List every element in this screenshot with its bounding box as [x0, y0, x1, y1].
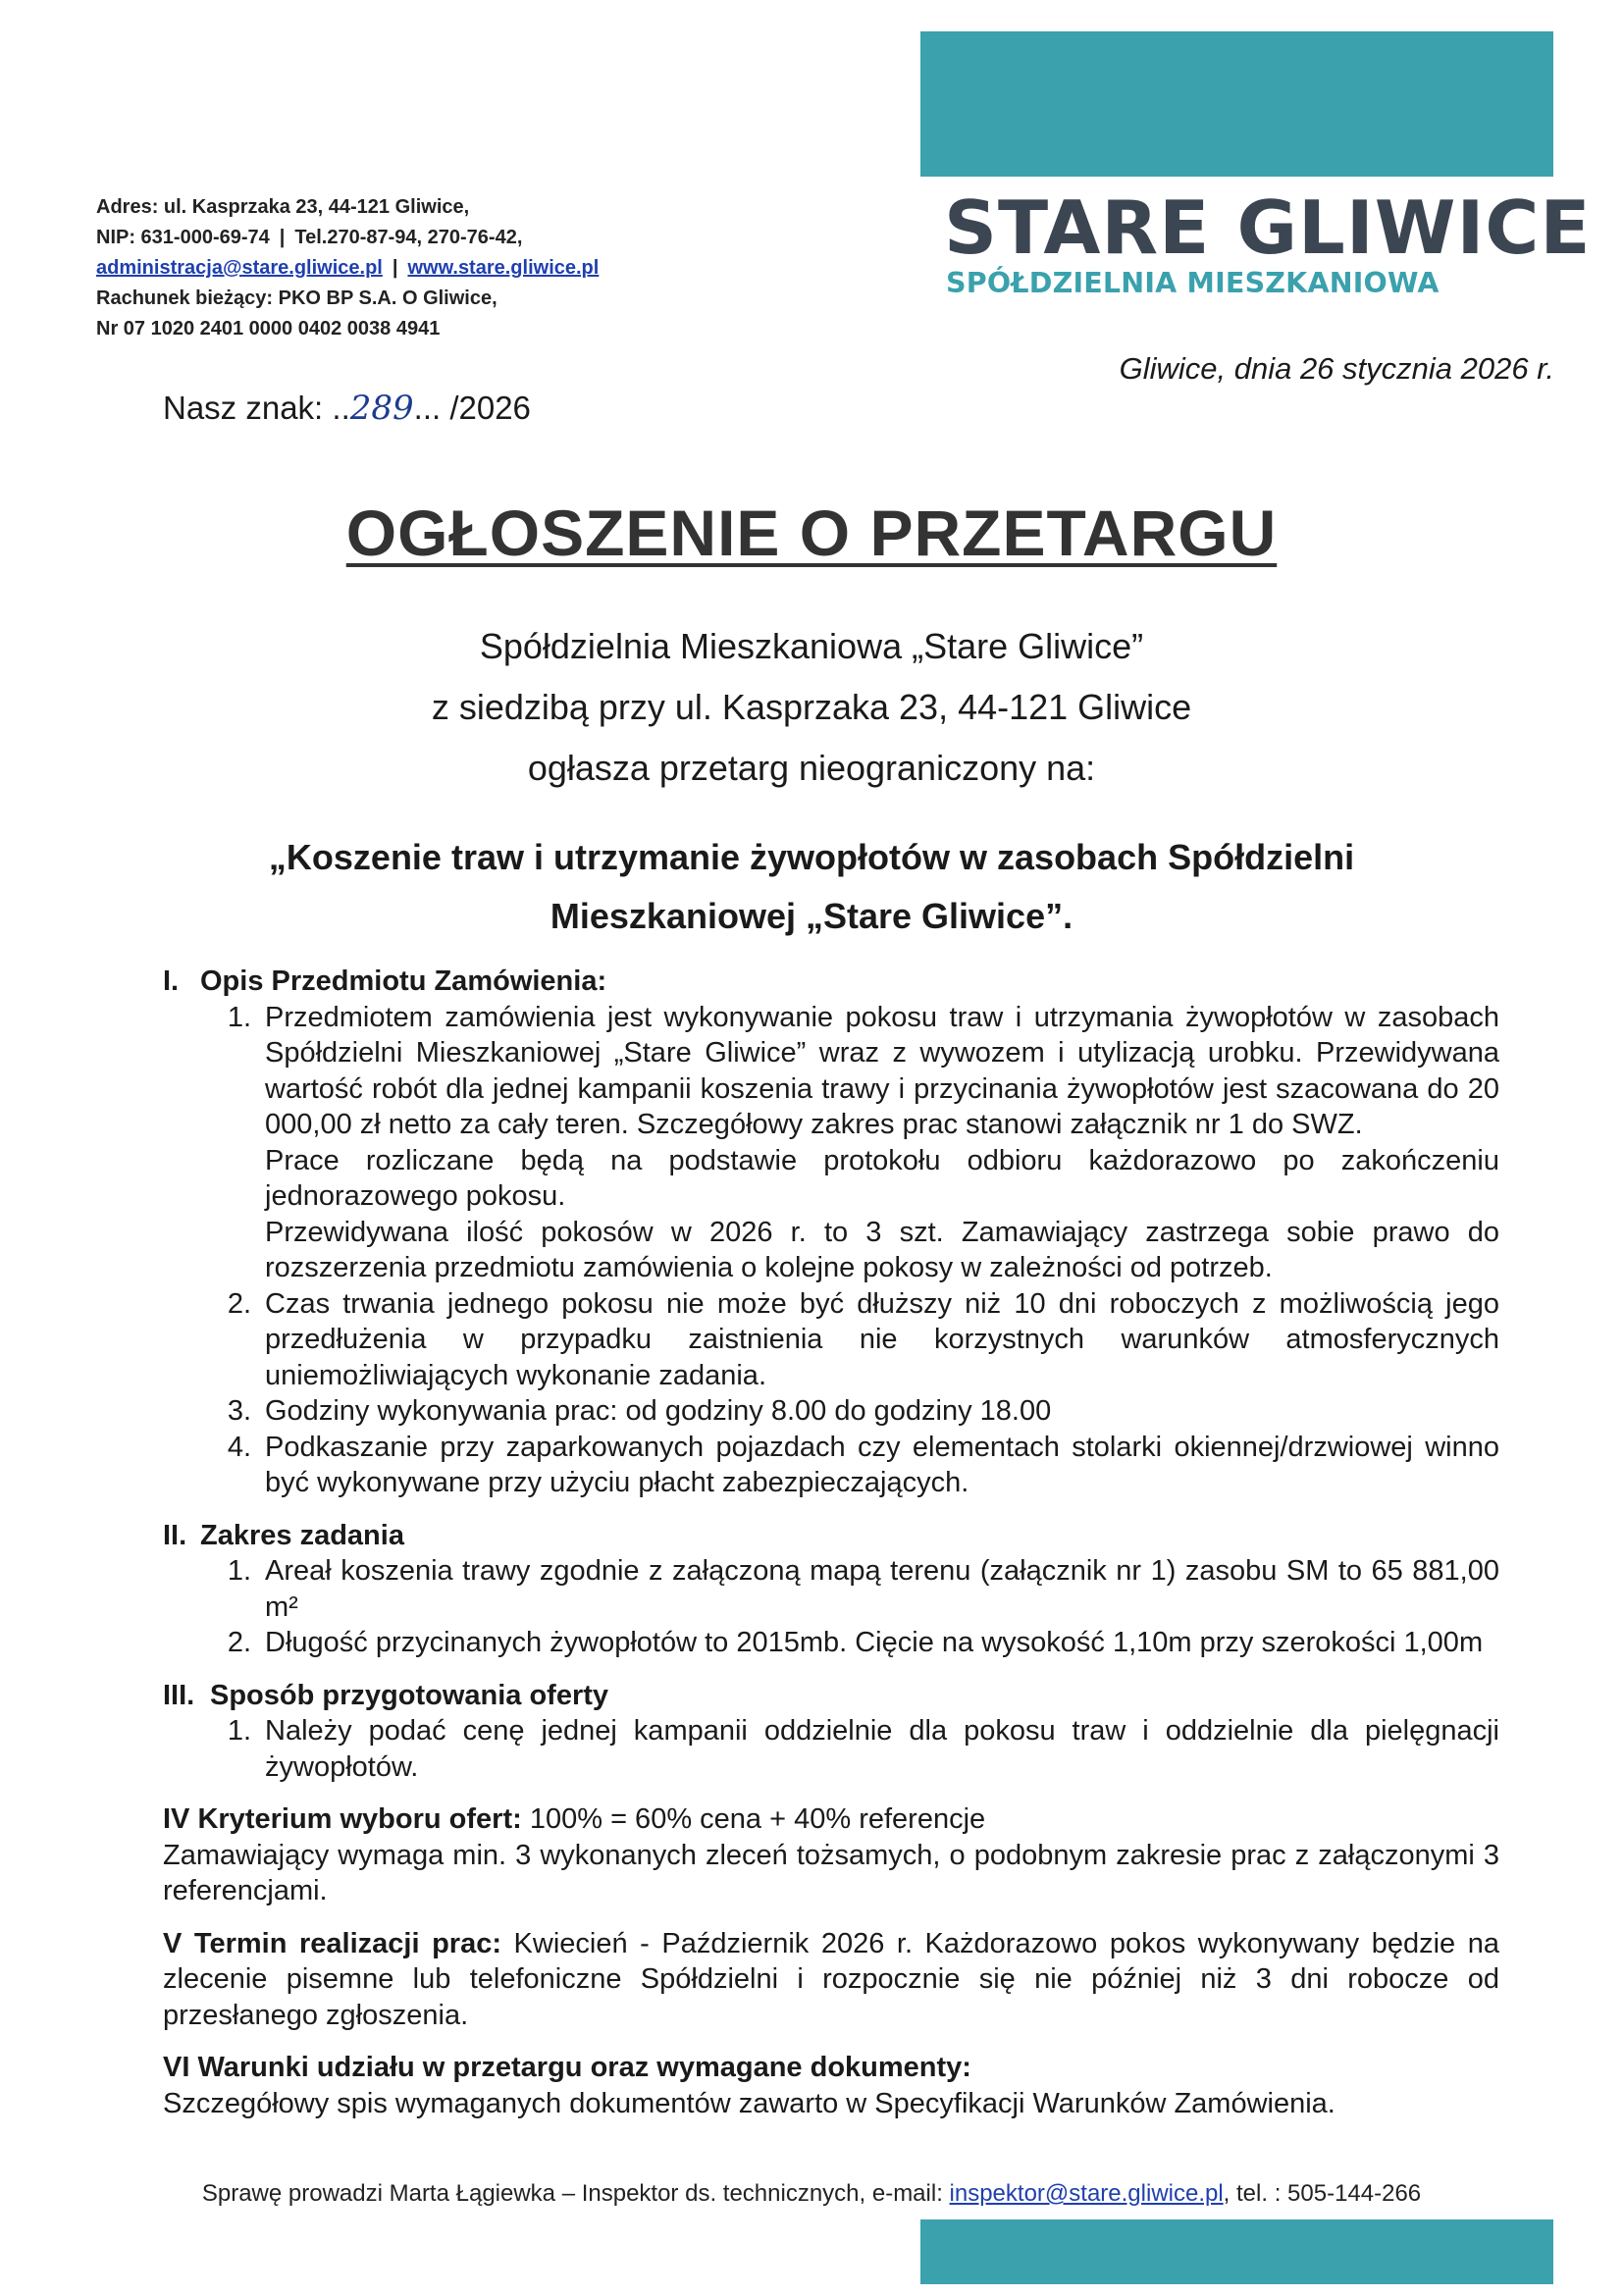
sender-bank: Rachunek bieżący: PKO BP S.A. O Gliwice, [96, 287, 497, 309]
page-title: OGŁOSZENIE O PRZETARGU [345, 496, 1278, 569]
logo [944, 184, 1592, 300]
list-item: 3. Godziny wykonywania prac: od godziny 8.00 do godziny 18.00 [163, 1393, 1499, 1430]
sender-contacts [96, 253, 599, 284]
logo-subtitle: SPÓŁDZIELNIA MIESZKANIOWA [946, 267, 1440, 299]
section-heading: I. Opis Przedmiotu Zamówienia: [163, 965, 607, 997]
section-criteria [163, 1801, 1499, 1838]
subject-line: Mieszkaniowej „Stare Gliwice”. [550, 896, 1073, 936]
sender-address: Adres: ul. Kasprzaka 23, 44-121 Gliwice, [96, 196, 470, 218]
list-item: 1. Należy podać cenę jednej kampanii oddzielnie dla pokosu traw i oddzielnie dla pielęgnacji żywopłotów. [163, 1713, 1499, 1785]
sender-tel: Tel.270-87-94, 270-76-42, [294, 227, 523, 248]
reference-label: Nasz znak: [163, 390, 324, 426]
sender-details [96, 192, 599, 344]
sender-account: Nr 07 1020 2401 0000 0402 0038 4941 [96, 318, 441, 339]
list-item-text: Areał koszenia trawy zgodnie z załączoną mapą terenu (załącznik nr 1) zasobu SM to 65 881,00 m² [265, 1555, 1499, 1623]
list-item-text: Należy podać cenę jednej kampanii oddzielnie dla pokosu traw i oddzielnie dla pielęgnacji żywopłotów. [265, 1715, 1499, 1783]
list-item-text: Przedmiotem zamówienia jest wykonywanie pokosu traw i utrzymania żywopłotów w zasobach Spółdzielni Mieszkaniowej „Stare Gliwice” wraz z wywozem i utylizacją urobku. Przewidywana wartość robót dla jednej kampanii koszenia trawy i przycinania żywopłotów jest szacowana do 20 000,00 zł netto za cały teren. Szczegółowy zakres prac stanowi załącznik nr 1 do SWZ. [265, 1001, 1499, 1140]
separator: | [392, 257, 398, 279]
list-item-text: Godziny wykonywania prac: od godziny 8.00 do godziny 18.00 [265, 1395, 1052, 1427]
reference-handwritten-number: 289 [349, 389, 414, 428]
reference-year: ... /2026 [413, 390, 531, 426]
list-item-text: Długość przycinanych żywopłotów to 2015mb. Cięcie na wysokość 1,10m przy szerokości 1,00m [265, 1627, 1484, 1658]
footer-contact [0, 2180, 1623, 2208]
intro-block [0, 616, 1623, 799]
intro-line: Spółdzielnia Mieszkaniowa „Stare Gliwice” [479, 626, 1144, 666]
list-item-text: Prace rozliczane będą na podstawie protokołu odbioru każdorazowo po zakończeniu jednorazowego pokosu. [265, 1144, 1499, 1212]
reference-number [163, 389, 531, 428]
intro-line: ogłasza przetarg nieograniczony na: [527, 748, 1096, 788]
footer-teal-bar [920, 2219, 1553, 2284]
criteria-value: 100% = 60% cena + 40% referencje [521, 1803, 986, 1835]
tender-subject [0, 828, 1623, 946]
section-heading: III. Sposób przygotowania oferty [163, 1679, 609, 1711]
footer-text: Sprawę prowadzi Marta Łągiewka – Inspektor ds. technicznych, e-mail: [201, 2180, 950, 2207]
list-item: 1. Przedmiotem zamówienia jest wykonywanie pokosu traw i utrzymania żywopłotów w zasobach Spółdzielni Mieszkaniowej „Stare Gliwice” wraz z wywozem i utylizacją urobku. Przewidywana wartość robót dla jednej kampanii koszenia trawy i przycinania żywopłotów jest szacowana do 20 000,00 zł netto za cały teren. Szczegółowy zakres prac stanowi załącznik nr 1 do SWZ. Prace rozliczane będą na podstawie protokołu odbioru każdorazowo po zakończeniu jednorazowego pokosu. Przewidywana ilość pokosów w 2026 r. to 3 szt. Zamawiający zastrzega sobie prawo do rozszerzenia przedmiotu zamówienia o kolejne pokosy w zależności od potrzeb. [163, 1000, 1499, 1286]
criteria-text: Zamawiający wymaga min. 3 wykonanych zleceń tożsamych, o podobnym zakresie prac z załączonymi 3 referencjami. [163, 1839, 1499, 1906]
intro-line: z siedzibą przy ul. Kasprzaka 23, 44-121 Gliwice [431, 687, 1192, 727]
header-teal-bar [920, 31, 1553, 177]
list-item: 2. Czas trwania jednego pokosu nie może być dłuższy niż 10 dni roboczych z możliwością jego przedłużenia w przypadku zaistnienia nie korzystnych warunków atmosferycznych uniemożliwiających wykonanie zadania. [163, 1286, 1499, 1394]
subject-line: „Koszenie traw i utrzymanie żywopłotów w zasobach Spółdzielni [268, 837, 1355, 877]
list-item-text: Czas trwania jednego pokosu nie może być dłuższy niż 10 dni roboczych z możliwością jego przedłużenia w przypadku zaistnienia nie korzystnych warunków atmosferycznych uniemożliwiających wykonanie zadania. [265, 1287, 1499, 1391]
section-deadline [163, 1926, 1499, 2034]
sender-nip-tel [96, 223, 599, 253]
list-item: 2. Długość przycinanych żywopłotów to 2015mb. Cięcie na wysokość 1,10m przy szerokości 1,00m [163, 1625, 1499, 1661]
sender-email-link[interactable]: administracja@stare.gliwice.pl [96, 257, 383, 279]
footer-email-link[interactable]: inspektor@stare.gliwice.pl [949, 2180, 1224, 2207]
document-date: Gliwice, dnia 26 stycznia 2026 r. [1119, 351, 1554, 386]
deadline-text: Kwiecień - Październik 2026 r. Każdorazowo pokos wykonywany będzie na zlecenie pisemne lub telefoniczne Spółdzielni i rozpocznie się nie później niż 3 dni robocze od przesłanego zgłoszenia. [163, 1927, 1499, 2031]
list-item: 1. Areał koszenia trawy zgodnie z załączoną mapą terenu (załącznik nr 1) zasobu SM to 65 881,00 m² [163, 1553, 1499, 1625]
section-heading: IV Kryterium wyboru ofert: [163, 1803, 522, 1835]
conditions-text: Szczegółowy spis wymaganych dokumentów zawarto w Specyfikacji Warunków Zamówienia. [163, 2087, 1335, 2119]
separator: | [279, 227, 286, 248]
section-heading: II. Zakres zadania [163, 1519, 404, 1551]
sender-website-link[interactable]: www.stare.gliwice.pl [407, 257, 600, 279]
section-heading: VI Warunki udziału w przetargu oraz wymagane dokumenty: [163, 2052, 971, 2083]
logo-name: STARE GLIWICE [944, 184, 1592, 271]
footer-phone: , tel. : 505-144-266 [1223, 2180, 1422, 2207]
document-body [163, 964, 1499, 2121]
sender-nip: NIP: 631-000-69-74 [96, 227, 270, 248]
list-item-text: Przewidywana ilość pokosów w 2026 r. to 3 szt. Zamawiający zastrzega sobie prawo do rozszerzenia przedmiotu zamówienia o kolejne pokosy w zależności od potrzeb. [265, 1216, 1499, 1283]
list-item: 4. Podkaszanie przy zaparkowanych pojazdach czy elementach stolarki okiennej/drzwiowej winno być wykonywane przy użyciu płacht zabezpieczających. [163, 1430, 1499, 1501]
reference-dots: .. [332, 390, 350, 426]
section-heading: V Termin realizacji prac: [163, 1927, 501, 1959]
list-item-text: Podkaszanie przy zaparkowanych pojazdach czy elementach stolarki okiennej/drzwiowej winno być wykonywane przy użyciu płacht zabezpieczających. [265, 1431, 1499, 1498]
